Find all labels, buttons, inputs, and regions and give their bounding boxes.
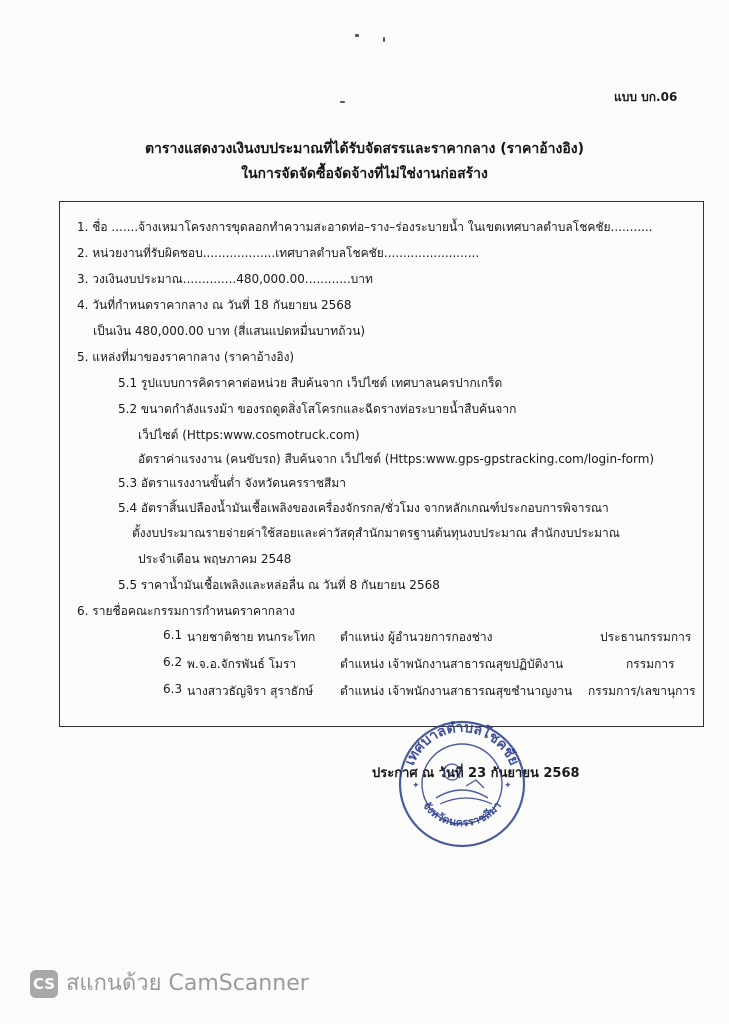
document-title: ตารางแสดงวงเงินงบประมาณที่ได้รับจัดสรรและราคากลาง (ราคาอ้างอิง) <box>144 141 585 157</box>
camscanner-watermark <box>30 965 309 1000</box>
item-price-sources: 5. แหล่งที่มาของราคากลาง (ราคาอ้างอิง) <box>77 350 295 364</box>
announcement-date: ประกาศ ณ วันที่ 23 กันยายน 2568 <box>372 766 580 781</box>
committee-name: นางสาวธัญจิรา สุราธักษ์ <box>187 684 314 698</box>
seal-bottom-text: จังหวัดนครราชสีมา <box>419 799 505 830</box>
svg-text:✦: ✦ <box>412 781 420 791</box>
camscanner-logo-icon: CS <box>30 970 58 998</box>
source-5-1: 5.1 รูปแบบการคิดราคาต่อหน่วย สืบค้นจาก เว็ปไซต์ เทศบาลนครปากเกร็ด <box>118 376 503 390</box>
watermark-text: สแกนด้วย CamScanner <box>66 971 309 996</box>
committee-no: 6.1 <box>163 628 183 642</box>
item-committee: 6. รายชื่อคณะกรรมการกำหนดราคากลาง <box>77 604 296 618</box>
committee-position: ตำแหน่ง เจ้าพนักงานสาธารณสุขปฏิบัติงาน <box>340 657 564 671</box>
committee-role: กรรมการ/เลขานุการ <box>588 684 696 698</box>
source-5-2-wage: อัตราค่าแรงงาน (คนขับรถ) สืบค้นจาก เว็ปไซต์ (Https:www.gps-gpstracking.com/login-form) <box>138 452 655 466</box>
source-5-5: 5.5 ราคาน้ำมันเชื้อเพลิงและหล่อลื่น ณ วันที่ 8 กันยายน 2568 <box>118 578 440 592</box>
committee-name: พ.จ.อ.จักรพันธ์ โมรา <box>187 657 297 671</box>
scan-speck <box>383 37 385 42</box>
item-responsible-agency: 2. หน่วยงานที่รับผิดชอบ...................เทศบาลตำบลโชคชัย......................... <box>77 246 480 260</box>
source-5-4-month: ประจำเดือน พฤษภาคม 2548 <box>138 552 292 566</box>
scan-speck <box>340 101 345 103</box>
svg-text:✦: ✦ <box>504 781 512 791</box>
committee-no: 6.2 <box>163 655 183 669</box>
item-project-name: 1. ชื่อ .......จ้างเหมาโครงการขุดลอกทำความสะอาดท่อ–ราง–ร่องระบายน้ำ ในเขตเทศบาลตำบลโชคชัย........... <box>77 220 653 234</box>
source-5-3: 5.3 อัตราแรงงานขั้นต่ำ จังหวัดนครราชสีมา <box>118 476 346 490</box>
municipal-seal-stamp <box>396 718 528 850</box>
item-price-amount: เป็นเงิน 480,000.00 บาท (สี่แสนแปดหมื่นบาทถ้วน) <box>93 324 366 338</box>
source-5-4: 5.4 อัตราสิ้นเปลืองน้ำมันเชื้อเพลิงของเครื่องจักรกล/ชั่วโมง จากหลักเกณฑ์ประกอบการพิจารณา <box>118 501 609 515</box>
committee-position: ตำแหน่ง ผู้อำนวยการกองช่าง <box>340 630 493 644</box>
source-5-2: 5.2 ขนาดกำลังแรงม้า ของรถดูดสิ่งโสโครกและฉีดรางท่อระบายน้ำสืบค้นจาก <box>118 402 517 416</box>
source-5-4-cont: ตั้งงบประมาณรายจ่ายค่าใช้สอยและค่าวัสดุสำนักมาตรฐานต้นทุนงบประมาณ สำนักงบประมาณ <box>132 526 620 540</box>
committee-role: กรรมการ <box>626 657 675 671</box>
committee-no: 6.3 <box>163 682 183 696</box>
form-code: แบบ บก.06 <box>614 90 678 104</box>
committee-name: นายชาติชาย ทนกระโทก <box>187 630 316 644</box>
document-subtitle: ในการจัดจัดซื้อจัดจ้างที่ไม่ใช่งานก่อสร้าง <box>241 166 488 182</box>
committee-position: ตำแหน่ง เจ้าพนักงานสาธารณสุขชำนาญงาน <box>340 684 573 698</box>
committee-role: ประธานกรรมการ <box>600 630 692 644</box>
source-5-2-website: เว็ปไซต์ (Https:www.cosmotruck.com) <box>138 428 360 442</box>
seal-top-text: เทศบาลตำบลโชคชัย <box>402 719 522 768</box>
item-budget-amount: 3. วงเงินงบประมาณ..............480,000.00............บาท <box>77 272 373 286</box>
item-price-date: 4. วันที่กำหนดราคากลาง ณ วันที่ 18 กันยายน 2568 <box>77 298 352 312</box>
seal-graphic <box>396 718 528 850</box>
svg-text:จังหวัดนครราชสีมา <box>420 799 504 829</box>
scan-speck <box>355 34 359 37</box>
